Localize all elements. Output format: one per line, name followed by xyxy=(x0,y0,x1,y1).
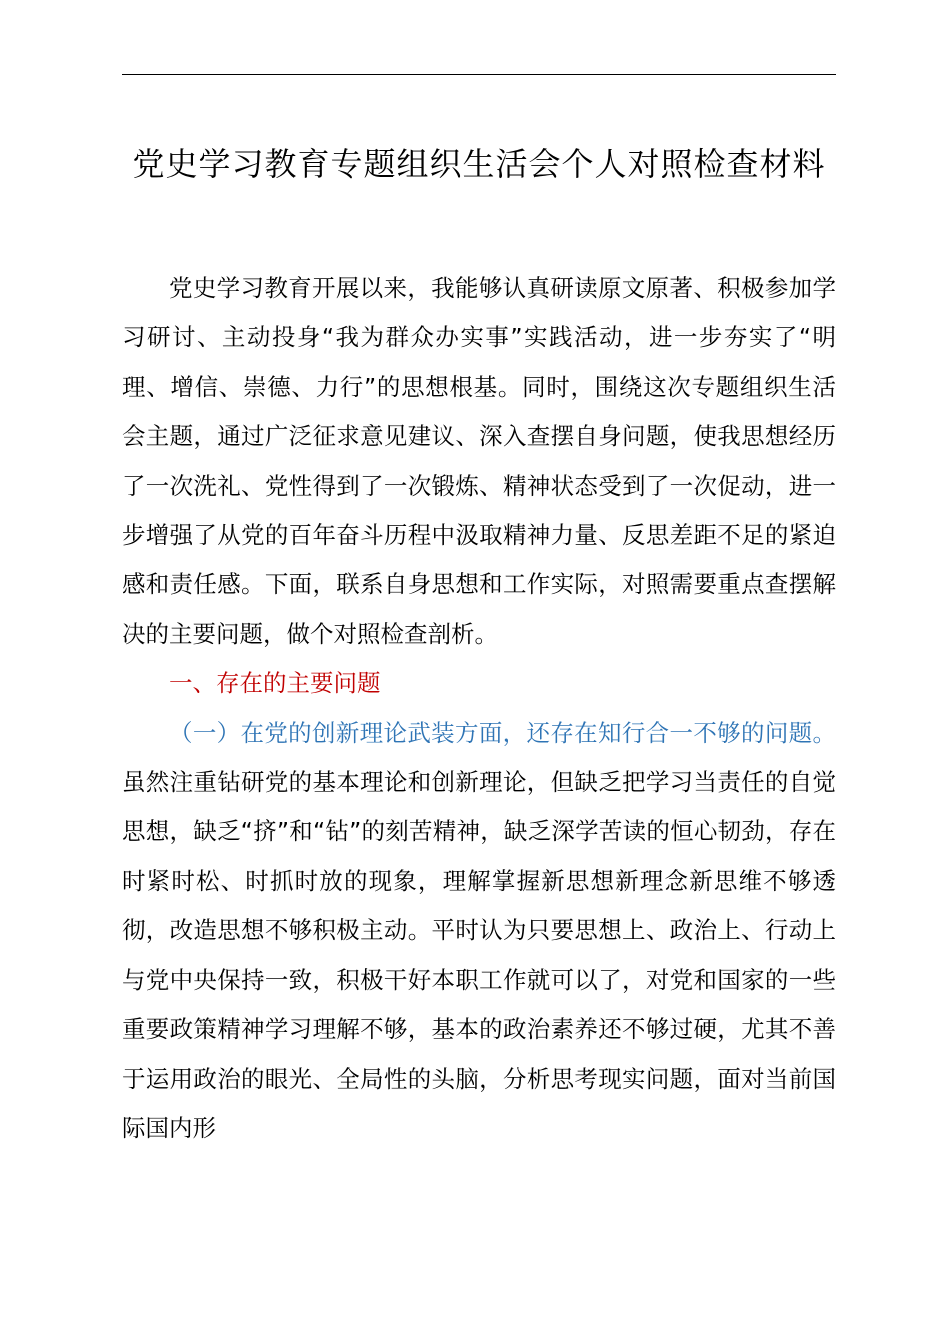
document-title: 党史学习教育专题组织生活会个人对照检查材料 xyxy=(132,145,826,183)
section-heading-problems: 一、存在的主要问题 xyxy=(169,669,381,698)
intro-paragraph: 党史学习教育开展以来，我能够认真研读原文原著、积极参加学习研讨、主动投身“我为群众办实事”实践活动，进一步夯实了“明理、增信、崇德、力行”的思想根基。同时，围绕这次专题组织生活会主题，通过广泛征求意见建议、深入查摆自身问题，使我思想经历了一次洗礼、党性得到了一次锻炼、精神状态受到了一次促动，进一步增强了从党的百年奋斗历程中汲取精神力量、反思差距不足的紧迫感和责任感。下面，联系自身思想和工作实际，对照需要重点查摆解决的主要问题，做个对照检查剖析。 xyxy=(122,274,836,648)
subsection-body-text: 虽然注重钻研党的基本理论和创新理论，但缺乏把学习当责任的自觉思想，缺乏“挤”和“钻”的刻苦精神，缺乏深学苦读的恒心韧劲，存在时紧时松、时抓时放的现象，理解掌握新思想新理念新思维不够透彻，改造思想不够积极主动。平时认为只要思想上、政治上、行动上与党中央保持一致，积极干好本职工作就可以了，对党和国家的一些重要政策精神学习理解不够，基本的政治素养还不够过硬，尤其不善于运用政治的眼光、全局性的头脑，分析思考现实问题，面对当前国际国内形 xyxy=(122,768,836,1142)
header-rule xyxy=(122,74,836,75)
subsection-paragraph xyxy=(122,709,836,1154)
document-body xyxy=(122,264,836,1153)
subsection-heading-theory: （一）在党的创新理论武装方面，还存在知行合一不够的问题。 xyxy=(169,718,836,747)
